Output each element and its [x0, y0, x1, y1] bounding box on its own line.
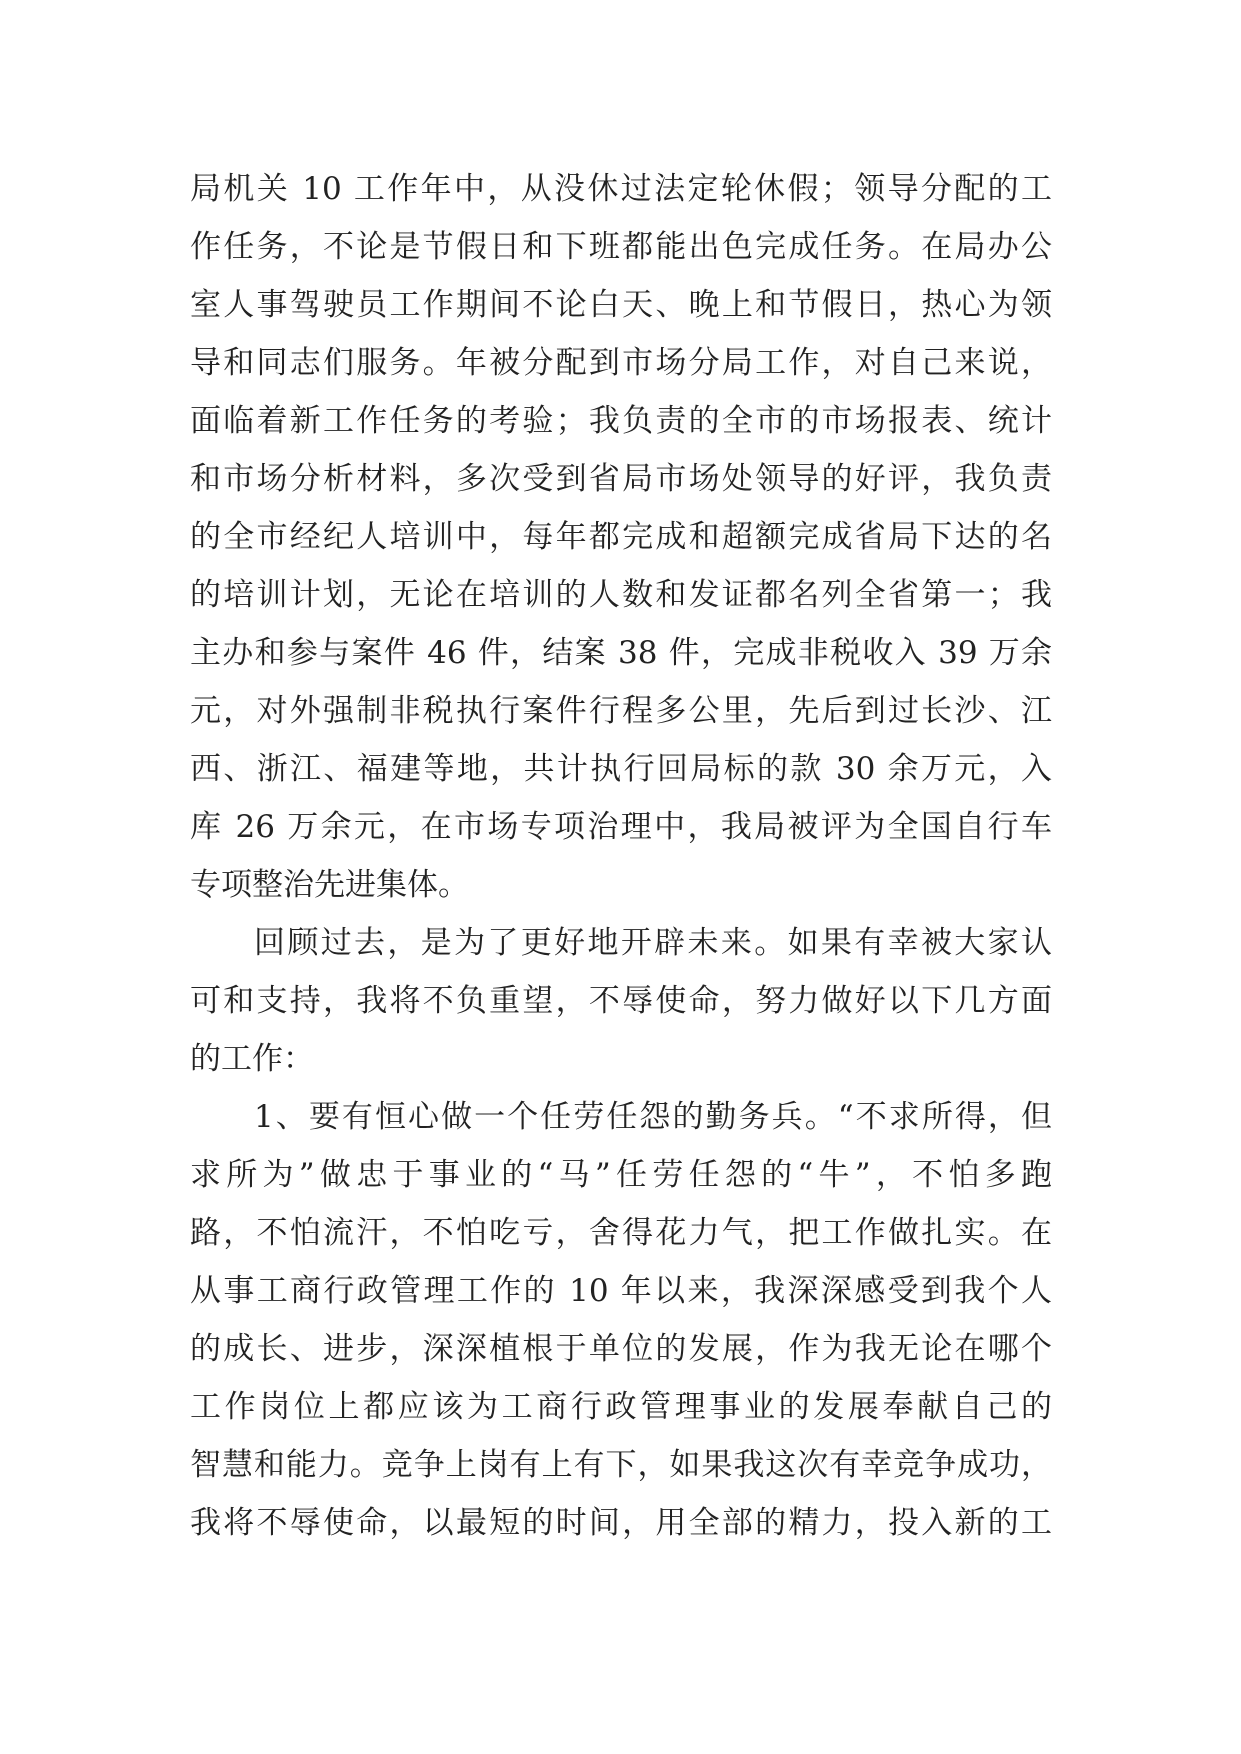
text-line: 的成长、进步，深深植根于单位的发展，作为我无论在哪个 — [190, 1331, 1052, 1367]
text-line: 从事工商行政管理工作的 10 年以来，我深深感受到我个人 — [190, 1273, 1052, 1309]
text-line: 智慧和能力。竞争上岗有上有下，如果我这次有幸竞争成功， — [190, 1447, 1052, 1483]
paragraph-1 — [190, 160, 1052, 914]
text-line: 和市场分析材料，多次受到省局市场处领导的好评，我负责 — [190, 461, 1052, 497]
paragraph-3 — [190, 1088, 1052, 1552]
text-line: 工作岗位上都应该为工商行政管理事业的发展奉献自己的 — [190, 1389, 1052, 1425]
text-line: 作任务，不论是节假日和下班都能出色完成任务。在局办公 — [190, 229, 1052, 265]
document-page — [190, 160, 1052, 1552]
text-line: 室人事驾驶员工作期间不论白天、晚上和节假日，热心为领 — [190, 287, 1052, 323]
paragraph-2 — [190, 914, 1052, 1088]
text-line: 主办和参与案件 46 件，结案 38 件，完成非税收入 39 万余 — [190, 635, 1052, 671]
text-line: 导和同志们服务。年被分配到市场分局工作，对自己来说， — [190, 345, 1052, 381]
text-line: 局机关 10 工作年中，从没休过法定轮休假；领导分配的工 — [190, 171, 1052, 207]
text-line: 路，不怕流汗，不怕吃亏，舍得花力气，把工作做扎实。在 — [190, 1215, 1052, 1251]
text-line: 库 26 万余元，在市场专项治理中，我局被评为全国自行车 — [190, 809, 1052, 845]
text-line: 的全市经纪人培训中，每年都完成和超额完成省局下达的名 — [190, 519, 1052, 555]
text-line: 1、要有恒心做一个任劳任怨的勤务兵。“不求所得，但 — [254, 1099, 1052, 1135]
text-line: 我将不辱使命，以最短的时间，用全部的精力，投入新的工 — [190, 1505, 1052, 1541]
text-line: 西、浙江、福建等地，共计执行回局标的款 30 余万元，入 — [190, 751, 1052, 787]
text-line: 可和支持，我将不负重望，不辱使命，努力做好以下几方面 — [190, 983, 1052, 1019]
text-line: 求所为”做忠于事业的“马”任劳任怨的“牛”，不怕多跑 — [190, 1157, 1052, 1193]
text-line: 回顾过去，是为了更好地开辟未来。如果有幸被大家认 — [254, 925, 1052, 961]
text-line: 的工作： — [190, 1041, 314, 1077]
text-line: 的培训计划，无论在培训的人数和发证都名列全省第一；我 — [190, 577, 1052, 613]
text-line: 元，对外强制非税执行案件行程多公里，先后到过长沙、江 — [190, 693, 1052, 729]
text-line: 面临着新工作任务的考验；我负责的全市的市场报表、统计 — [190, 403, 1052, 439]
text-line: 专项整治先进集体。 — [190, 867, 469, 903]
